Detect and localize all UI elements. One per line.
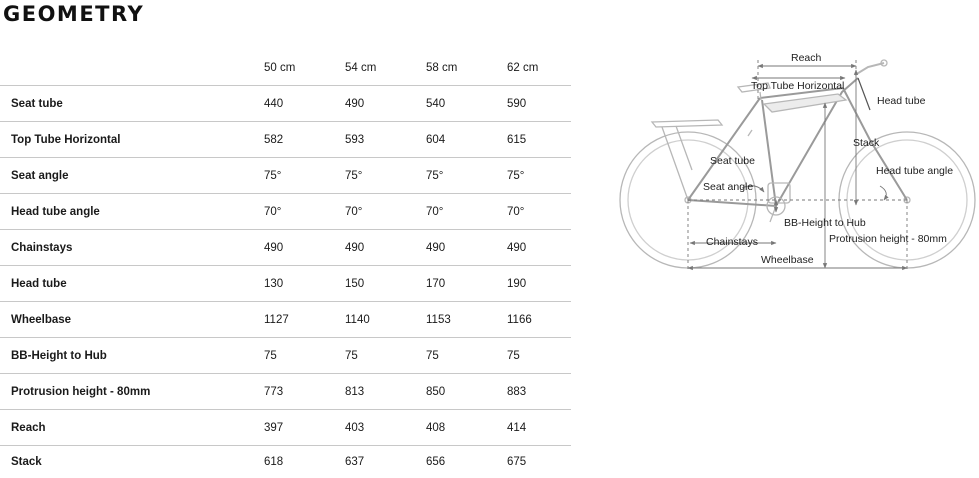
- cell-value: 615: [507, 122, 571, 158]
- cell-value: 618: [264, 446, 345, 478]
- cell-value: 75°: [264, 158, 345, 194]
- column-header: 54 cm: [345, 50, 426, 86]
- cell-value: 170: [426, 266, 507, 302]
- table-row: [0, 158, 571, 194]
- row-label: Head tube angle: [0, 194, 264, 230]
- column-header: [0, 50, 264, 86]
- geometry-table: [0, 50, 571, 478]
- rack-struts: [662, 126, 692, 200]
- cell-value: 850: [426, 374, 507, 410]
- cell-value: 75°: [426, 158, 507, 194]
- rear-rack: [652, 120, 722, 127]
- row-label: Stack: [0, 446, 264, 478]
- label-bb-height: BB-Height to Hub: [784, 217, 866, 229]
- cell-value: 408: [426, 410, 507, 446]
- cell-value: 70°: [426, 194, 507, 230]
- cell-value: 490: [345, 86, 426, 122]
- cell-value: 403: [345, 410, 426, 446]
- row-label: Protrusion height - 80mm: [0, 374, 264, 410]
- table-row: [0, 302, 571, 338]
- column-header: 62 cm: [507, 50, 571, 86]
- cell-value: 675: [507, 446, 571, 478]
- table-row: [0, 266, 571, 302]
- cell-value: 1166: [507, 302, 571, 338]
- row-label: Reach: [0, 410, 264, 446]
- column-header: 50 cm: [264, 50, 345, 86]
- label-protrusion: Protrusion height - 80mm: [829, 233, 947, 245]
- page-title: GEOMETRY: [3, 2, 144, 26]
- cell-value: 414: [507, 410, 571, 446]
- cell-value: 75: [264, 338, 345, 374]
- cell-value: 75: [507, 338, 571, 374]
- cell-value: 490: [426, 230, 507, 266]
- table-row: [0, 86, 571, 122]
- label-wheelbase: Wheelbase: [761, 254, 814, 266]
- handlebar: [855, 63, 884, 75]
- cell-value: 582: [264, 122, 345, 158]
- cell-value: 604: [426, 122, 507, 158]
- row-label: Seat angle: [0, 158, 264, 194]
- bike-geometry-diagram: [615, 45, 979, 280]
- cell-value: 773: [264, 374, 345, 410]
- table-row: [0, 194, 571, 230]
- cell-value: 637: [345, 446, 426, 478]
- table-row: [0, 122, 571, 158]
- cell-value: 190: [507, 266, 571, 302]
- cell-value: 1127: [264, 302, 345, 338]
- label-stack: Stack: [853, 137, 880, 149]
- label-head-tube: Head tube: [877, 95, 926, 107]
- table-header-row: [0, 50, 571, 86]
- label-top-tube: Top Tube Horizontal: [751, 80, 844, 92]
- cell-value: 75: [426, 338, 507, 374]
- cell-value: 75°: [507, 158, 571, 194]
- head-tube-angle-arc: [880, 186, 886, 200]
- column-header: 58 cm: [426, 50, 507, 86]
- label-head-tube-angle: Head tube angle: [876, 165, 953, 177]
- cell-value: 397: [264, 410, 345, 446]
- cell-value: 150: [345, 266, 426, 302]
- cell-value: 75: [345, 338, 426, 374]
- cell-value: 490: [507, 230, 571, 266]
- row-label: Wheelbase: [0, 302, 264, 338]
- row-label: Top Tube Horizontal: [0, 122, 264, 158]
- cell-value: 590: [507, 86, 571, 122]
- table-row: [0, 374, 571, 410]
- cell-value: 70°: [264, 194, 345, 230]
- cell-value: 75°: [345, 158, 426, 194]
- row-label: Seat tube: [0, 86, 264, 122]
- cell-value: 440: [264, 86, 345, 122]
- cell-value: 593: [345, 122, 426, 158]
- cell-value: 1153: [426, 302, 507, 338]
- label-seat-tube: Seat tube: [710, 155, 755, 167]
- cell-value: 656: [426, 446, 507, 478]
- cell-value: 813: [345, 374, 426, 410]
- bottle-mount: [748, 130, 752, 136]
- cell-value: 70°: [345, 194, 426, 230]
- row-label: Chainstays: [0, 230, 264, 266]
- cell-value: 70°: [507, 194, 571, 230]
- table-row: [0, 410, 571, 446]
- row-label: Head tube: [0, 266, 264, 302]
- cell-value: 130: [264, 266, 345, 302]
- cell-value: 490: [264, 230, 345, 266]
- row-label: BB-Height to Hub: [0, 338, 264, 374]
- cell-value: 883: [507, 374, 571, 410]
- label-chainstays: Chainstays: [706, 236, 758, 248]
- table-row: [0, 230, 571, 266]
- label-reach: Reach: [791, 52, 822, 64]
- label-seat-angle: Seat angle: [703, 181, 753, 193]
- table-row: [0, 338, 571, 374]
- cell-value: 540: [426, 86, 507, 122]
- cell-value: 490: [345, 230, 426, 266]
- cell-value: 1140: [345, 302, 426, 338]
- head-tube-marker: [858, 78, 870, 110]
- table-row: [0, 446, 571, 478]
